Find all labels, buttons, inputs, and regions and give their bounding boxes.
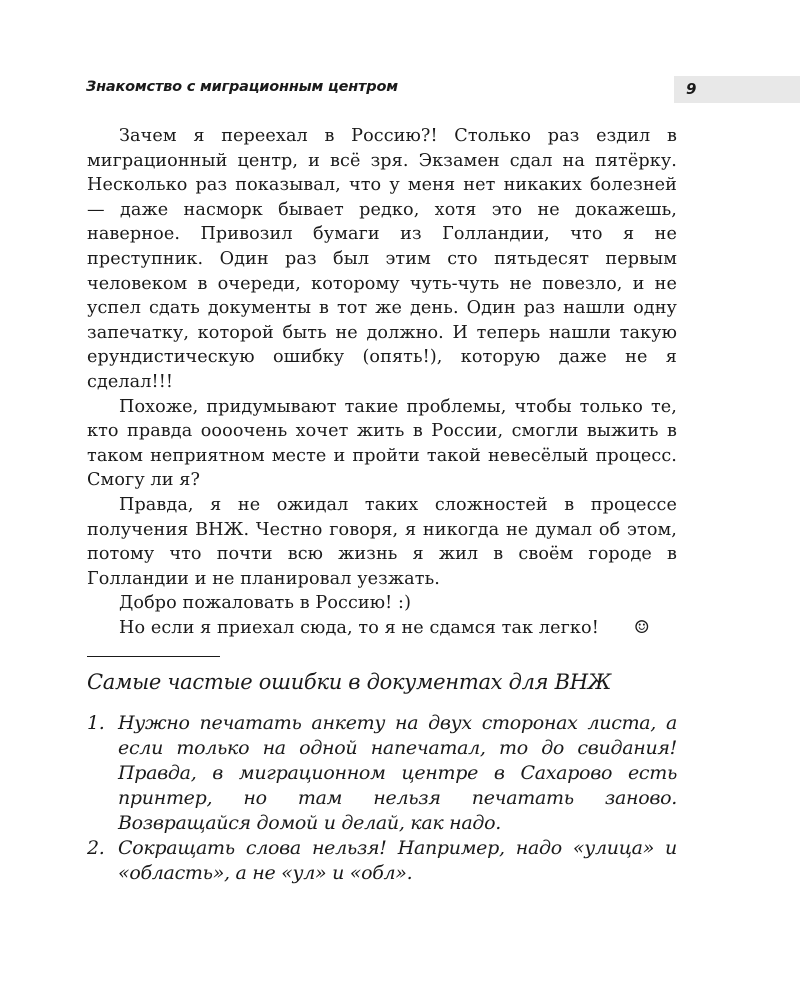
- paragraph-1: Зачем я переехал в Россию?! Столько раз ездил в миграционный центр, и всё зря. Экзамен сдал на пятёрку. Несколько раз показывал, что у меня нет никаких болезней — даже насморк бывает редко, хотя это не докажешь, наверное. Привозил бумаги из Голландии, что я не преступник. Один раз был этим сто пятьдесят первым человеком в очереди, которому чуть-чуть не повезло, и не успел сдать документы в тот же день. Один раз нашли одну запечатку, которой быть не должно. И теперь нашли такую ерундистическую ошибку (опять!), которую даже не я сделал!!!: [87, 126, 677, 392]
- page-number: 9: [686, 80, 697, 98]
- main-text: [87, 124, 677, 640]
- notes-title: Самые частые ошибки в документах для ВНЖ: [87, 670, 612, 694]
- paragraph-5: [87, 616, 677, 641]
- note-text: Нужно печатать анкету на двух сторонах листа, а если только на одной напечатал, то до свидания! Правда, в миграционном центре в Сахарово есть принтер, но там нельзя печатать заново. Возвращайся домой и делай, как надо.: [118, 712, 677, 834]
- running-header-title: Знакомство с миграционным центром: [86, 79, 398, 95]
- paragraph-4: Добро пожаловать в Россию! :): [119, 593, 412, 614]
- page-number-tab: [674, 76, 800, 103]
- note-number: 1.: [87, 712, 105, 734]
- paragraph-5-text: Но если я приехал сюда, то я не сдамся так легко!: [119, 617, 599, 638]
- smiley-icon: ☺: [633, 617, 650, 638]
- note-item-1: [87, 711, 677, 836]
- notes-list: [87, 711, 677, 886]
- note-item-2: [87, 836, 677, 886]
- note-number: 2.: [87, 837, 105, 859]
- paragraph-3: Правда, я не ожидал таких сложностей в процессе получения ВНЖ. Честно говоря, я никогда не думал об этом, потому что почти всю жизнь я жил в своём городе в Голландии и не планировал уезжать.: [87, 494, 677, 589]
- note-text: Сокращать слова нельзя! Например, надо «улица» и «область», а не «ул» и «обл».: [118, 837, 677, 884]
- paragraph-2: Похоже, придумывают такие проблемы, чтобы только те, кто правда оооочень хочет жить в России, смогли выжить в таком неприятном месте и пройти такой невесёлый процесс. Смогу ли я?: [87, 396, 677, 491]
- section-divider: [87, 656, 220, 657]
